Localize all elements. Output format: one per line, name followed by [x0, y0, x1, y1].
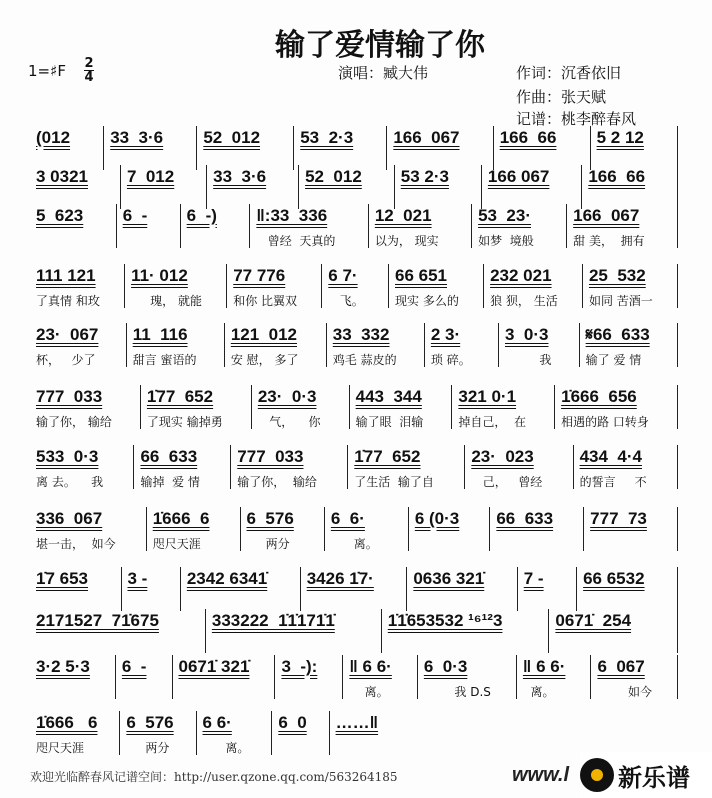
measure-notes: 23· 0·3: [257, 387, 317, 406]
measure: [584, 507, 678, 551]
measure-notes: 3426 1̇7·: [306, 569, 374, 588]
measure: [517, 655, 592, 699]
measure: [387, 126, 493, 170]
measure: [241, 507, 325, 551]
notation-row: [30, 385, 678, 429]
time-bottom: 4: [84, 70, 94, 85]
measure-notes: 6 067: [597, 657, 645, 676]
measure: [30, 655, 116, 699]
measure: [482, 165, 582, 209]
measure: [425, 323, 499, 367]
measure-notes: 66 633: [140, 447, 198, 466]
measure: [181, 567, 301, 611]
measure-notes: 2171527 71̇675: [36, 611, 159, 630]
site-logo: [580, 752, 712, 798]
notation-row: [30, 567, 678, 611]
time-top: 2: [84, 56, 94, 71]
measure-notes: 166 067: [487, 167, 550, 186]
time-signature: [84, 57, 94, 84]
measure: [325, 507, 409, 551]
measure: [206, 609, 382, 653]
measure-lyrics: 甜言 蜜语的: [132, 353, 197, 367]
measure: [567, 204, 678, 248]
measure-lyrics: 离。: [349, 685, 389, 699]
measure-lyrics: 咫尺天涯: [152, 537, 201, 551]
measure: [30, 711, 120, 755]
measure-lyrics: 现实 多么的: [395, 294, 459, 308]
measure: [197, 711, 273, 755]
measure-notes: 777 033: [36, 387, 103, 406]
measure-notes: 3 -: [127, 569, 148, 588]
measure: [369, 204, 472, 248]
measure-notes: (012: [36, 128, 71, 147]
measure-notes: 6 6·: [330, 509, 365, 528]
measure-lyrics: 我: [505, 353, 552, 367]
measure-notes: 52 012: [203, 128, 261, 147]
measure: [395, 165, 482, 209]
measure-lyrics: 两分: [246, 537, 290, 551]
measure-notes: 11· 012: [131, 266, 188, 285]
measure-notes: 12 021: [374, 206, 432, 225]
measure-notes: ……‖: [335, 713, 379, 732]
footer-link-text: 欢迎光临醉春风记谱空间：http://user.qzone.qq.com/563264185: [30, 770, 398, 784]
measure-lyrics: 鸡毛 蒜皮的: [332, 353, 397, 367]
notation-row: [30, 204, 678, 248]
measure-lyrics: 杯， 少了: [36, 353, 96, 367]
measure-notes: 3 0321: [36, 167, 88, 186]
measure-notes: 7 -: [523, 569, 544, 588]
measure-lyrics: 狼 狈， 生活: [490, 294, 558, 308]
measure-notes: 23· 067: [36, 325, 99, 344]
measure-notes: 434 4·4: [579, 447, 642, 466]
measure-notes: 6 -: [121, 657, 147, 676]
measure-notes: 336 067: [36, 509, 103, 528]
measure: [207, 165, 299, 209]
measure-notes: 6 0: [278, 713, 307, 732]
measure: [389, 264, 484, 308]
measure: [30, 323, 127, 367]
notation-row: [30, 711, 400, 755]
measure-lyrics: 和你 比翼双: [233, 294, 298, 308]
measure: [327, 323, 425, 367]
measure: [30, 264, 125, 308]
measure-notes: 0636 321̇: [413, 569, 485, 588]
measure-lyrics: 离 去。 我: [36, 475, 104, 489]
measure: [350, 385, 453, 429]
measure: [382, 609, 550, 653]
measure-lyrics: 气， 你: [257, 415, 321, 429]
measure-lyrics: 两分: [126, 741, 170, 755]
measure-notes: 166 66: [588, 167, 646, 186]
measure: [301, 567, 408, 611]
measure: [225, 323, 327, 367]
measure-notes: ‖:33 336: [256, 206, 328, 225]
measure: [484, 264, 583, 308]
measure: [494, 126, 591, 170]
measure-notes: 777 73: [590, 509, 647, 528]
measure: [577, 567, 678, 611]
measure: [147, 507, 241, 551]
measure: [30, 204, 117, 248]
measure: [418, 655, 517, 699]
measure-lyrics: 安 慰， 多了: [230, 353, 299, 367]
measure: [134, 445, 231, 489]
measure-lyrics: 了真情 和玫: [36, 294, 100, 308]
measure-notes: 533 0·3: [36, 447, 99, 466]
measure: [231, 445, 348, 489]
measure: [452, 385, 555, 429]
measure: [30, 445, 134, 489]
measure-notes: 77 776: [233, 266, 286, 285]
measure-notes: 6 (0·3: [414, 509, 460, 528]
measure-lyrics: 输了你， 输给: [237, 475, 317, 489]
measure-notes: 33 3·6: [110, 128, 164, 147]
measure: [574, 445, 678, 489]
measure: [294, 126, 387, 170]
measure-lyrics: 相遇的路 口转身: [561, 415, 649, 429]
measure-notes: 66 651: [395, 266, 447, 285]
measure-lyrics: 如今: [597, 685, 652, 699]
measure-lyrics: 离。: [522, 685, 555, 699]
measure: [465, 445, 573, 489]
measure: [120, 711, 196, 755]
measure: [272, 711, 329, 755]
measure: [555, 385, 678, 429]
measure-lyrics: 飞。: [328, 294, 364, 308]
measure-notes: 2 3·: [430, 325, 461, 344]
measure: [104, 126, 197, 170]
measure: [583, 264, 678, 308]
measure-notes: 0671̇ 321̇: [178, 657, 250, 676]
measure-notes: 3·2 5·3: [36, 657, 90, 676]
measure-notes: 33 3·6: [213, 167, 267, 186]
measure: [30, 567, 122, 611]
measure-notes: 1̇666 656: [561, 387, 637, 406]
measure: [275, 655, 343, 699]
measure: [121, 165, 207, 209]
measure: [549, 609, 678, 653]
measure-lyrics: 瑰， 就能: [131, 294, 202, 308]
notation-row: [30, 165, 678, 209]
measure-notes: 2342 6341̇: [186, 569, 268, 588]
measure-lyrics: 的誓言 不: [579, 475, 647, 489]
measure-notes: 6 576: [246, 509, 294, 528]
measure-notes: 0671̇ 254: [555, 611, 632, 630]
measure-notes: 1̇666 6: [36, 713, 98, 732]
measure: [117, 204, 181, 248]
measure: [299, 165, 395, 209]
measure: [580, 323, 678, 367]
measure-lyrics: 咫尺天涯: [36, 741, 85, 755]
measure: [227, 264, 322, 308]
measure-notes: 6 -): [186, 206, 217, 225]
measure: [472, 204, 567, 248]
measure-lyrics: 输了 爱 情: [585, 353, 642, 367]
measure-notes: 52 012: [305, 167, 362, 186]
measure: [591, 655, 678, 699]
measure-lyrics: 掉自己， 在: [458, 415, 527, 429]
measure-notes: 111 121: [36, 266, 96, 285]
notation-row: [30, 609, 678, 653]
measure-notes: 6 0·3: [423, 657, 468, 676]
measure-notes: 66 6532: [583, 569, 645, 588]
measure-notes: 333222 1̇1̇171̇1̇: [211, 611, 335, 630]
measure: [30, 385, 141, 429]
measure: [348, 445, 465, 489]
composer: 作曲：张天赋: [516, 88, 607, 106]
measure-lyrics: 曾经 天真的: [256, 234, 336, 248]
measure-lyrics: 己， 曾经: [471, 475, 543, 489]
notation-row: [30, 655, 678, 699]
measure: [582, 165, 678, 209]
key-signature: 1=♯F: [28, 62, 66, 80]
measure-notes: 1̇666 6: [152, 509, 210, 528]
measure-notes: 6 7·: [328, 266, 358, 285]
measure-lyrics: 了现实 输掉勇: [146, 415, 223, 429]
measure: [499, 323, 580, 367]
measure: [125, 264, 227, 308]
measure-notes: 25 532: [588, 266, 646, 285]
measure-notes: 5 2 12: [596, 128, 644, 147]
measure-notes: 6 -: [122, 206, 148, 225]
measure-notes: 53 2·3: [400, 167, 449, 186]
measure: [343, 655, 418, 699]
notation-row: [30, 507, 678, 551]
measure-lyrics: 琐 碎。: [430, 353, 471, 367]
measure-lyrics: 了生活 输了自: [354, 475, 434, 489]
measure-notes: 11 116: [132, 325, 188, 344]
measure-notes: 166 067: [573, 206, 640, 225]
measure-notes: 166 067: [393, 128, 460, 147]
measure-notes: 232 021: [490, 266, 552, 285]
measure-notes: 53 23·: [478, 206, 532, 225]
measure-notes: 53 2·3: [300, 128, 354, 147]
measure: [197, 126, 294, 170]
singer: 演唱：臧大伟: [338, 64, 429, 82]
transcriber: 记谱：桃李醉春风: [516, 110, 637, 128]
measure: [30, 507, 147, 551]
measure-lyrics: 离。: [202, 741, 250, 755]
measure-notes: 6 6·: [202, 713, 232, 732]
measure: [407, 567, 517, 611]
measure: [518, 567, 577, 611]
measure-notes: 7 012: [126, 167, 175, 186]
measure-lyrics: 甜 美， 拥有: [573, 234, 645, 248]
measure-notes: 23· 023: [471, 447, 534, 466]
measure-lyrics: 我 D.S: [423, 685, 491, 699]
measure-lyrics: 以为， 现实: [374, 234, 439, 248]
measure-notes: 3 -):: [281, 657, 318, 676]
measure-lyrics: 输了你， 输给: [36, 415, 112, 429]
notation-row: [30, 323, 678, 367]
watermark: www.l: [512, 764, 570, 786]
song-title: 输了爱情输了你: [275, 28, 485, 63]
measure: [173, 655, 276, 699]
measure: [30, 609, 206, 653]
measure-notes: ‖ 6 6·: [349, 657, 392, 676]
measure-notes: ‖ 6 6·: [522, 657, 566, 676]
measure-lyrics: 离。: [330, 537, 378, 551]
measure-notes: 𝄋66 633: [585, 325, 650, 344]
measure-notes: 1̇77 652: [354, 447, 421, 466]
measure: [122, 567, 181, 611]
measure: [490, 507, 584, 551]
measure-lyrics: 输了眼 泪输: [355, 415, 424, 429]
measure: [252, 385, 350, 429]
vinyl-disc-icon: [580, 758, 614, 792]
measure-lyrics: 如同 苦酒一: [588, 294, 653, 308]
measure: [181, 204, 251, 248]
measure-notes: 6 576: [126, 713, 174, 732]
measure: [141, 385, 252, 429]
measure-notes: 66 633: [496, 509, 554, 528]
measure-notes: 443 344: [355, 387, 422, 406]
notation-row: [30, 126, 678, 170]
measure-lyrics: 堪一击， 如今: [36, 537, 116, 551]
measure-notes: 777 033: [237, 447, 304, 466]
measure: [30, 165, 121, 209]
measure-lyrics: 输掉 爱 情: [140, 475, 200, 489]
measure-notes: 121 012: [230, 325, 297, 344]
measure-notes: 1̇1̇653532 ¹⁶¹²3: [387, 611, 503, 630]
measure-notes: 1̇77 652: [146, 387, 214, 406]
measure-notes: 3 0·3: [505, 325, 549, 344]
measure: [127, 323, 225, 367]
measure-notes: 321 0·1: [458, 387, 517, 406]
measure: [116, 655, 173, 699]
notation-row: [30, 445, 678, 489]
measure: [250, 204, 369, 248]
lyricist: 作词：沉香依旧: [516, 64, 622, 82]
notation-row: [30, 264, 678, 308]
measure: [330, 711, 400, 755]
measure-notes: 5 623: [36, 206, 84, 225]
measure: [409, 507, 491, 551]
measure: [30, 126, 104, 170]
measure-notes: 1̇7 653: [36, 569, 88, 588]
measure-notes: 166 66: [499, 128, 557, 147]
measure-notes: 33 332: [332, 325, 390, 344]
measure-lyrics: 如梦 境般: [478, 234, 534, 248]
logo-text: 新乐谱: [618, 763, 690, 792]
measure: [322, 264, 389, 308]
measure: [591, 126, 678, 170]
